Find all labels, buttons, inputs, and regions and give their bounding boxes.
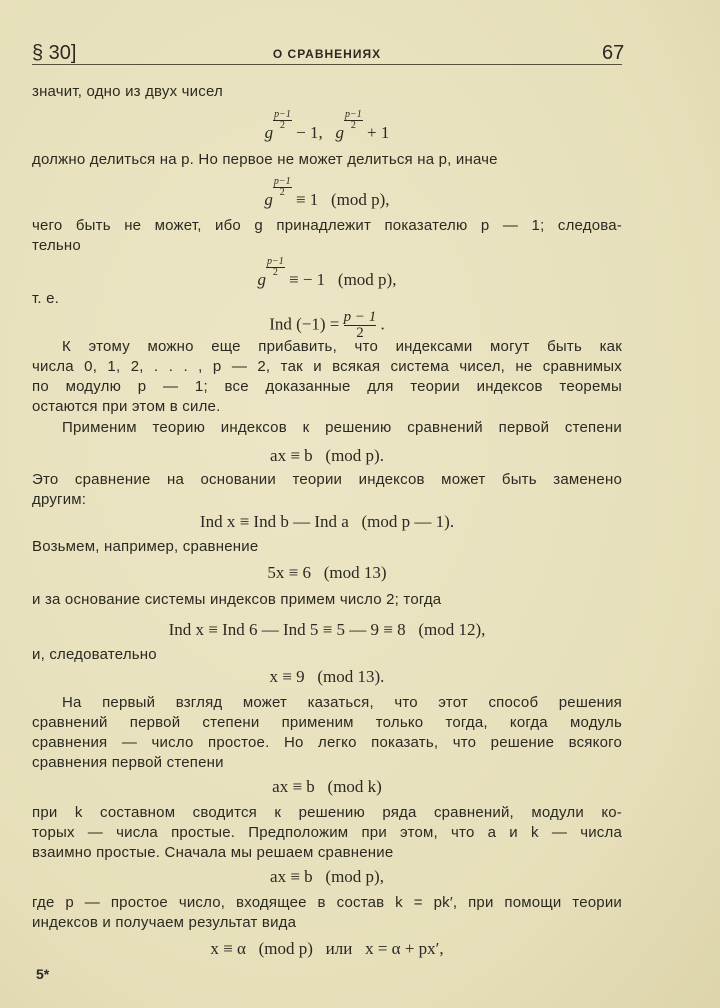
text-line: сравнений первой степени применим только тогда, когда модуль [32, 714, 622, 731]
text-line: значит, одно из двух чисел [32, 83, 223, 100]
header-rule [32, 64, 622, 65]
text-line: т. е. [32, 290, 60, 307]
text-line: числа 0, 1, 2, . . . , p — 2, так и всякая система чисел, не сравнимых [32, 358, 622, 375]
formula-7: 5x ≡ 6 (mod 13) [267, 563, 387, 582]
formula-3: g $\frac{p-1}{2}$ ≡ − 1 (mod p), [257, 256, 397, 289]
text-line: Это сравнение на основании теории индексов может быть заменено [32, 471, 622, 488]
page-number: 67 [602, 42, 625, 64]
formula-1: g $\frac{p-1}{2}$ − 1, g $\frac{p-1}{2}$ + 1 [264, 109, 390, 142]
text-line: должно делиться на p. Но первое не может делиться на p, иначе [32, 151, 498, 168]
formula-4: Ind (−1) = $\frac{p - 1}{2}$ . [269, 309, 385, 341]
text-line: сравнения — число простое. Но легко показать, что решение всякого [32, 734, 622, 751]
formula-2: g $\frac{p-1}{2}$ ≡ 1 (mod p), [264, 176, 390, 209]
formula-8: Ind x ≡ Ind 6 — Ind 5 ≡ 5 — 9 ≡ 8 (mod 12), [168, 620, 486, 639]
section-number: § 30] [32, 42, 77, 64]
formula-12: x ≡ α (mod p) или x = α + px′, [210, 939, 444, 958]
text-line: другим: [32, 491, 87, 508]
running-title: О СРАВНЕНИЯХ [272, 47, 382, 61]
formula-9: x ≡ 9 (mod 13). [269, 667, 385, 686]
text-line: торых — числа простые. Предположим при этом, что a и k — числа [32, 824, 622, 841]
text-line: где p — простое число, входящее в состав k = pk′, при помощи теории [32, 894, 622, 911]
formula-5: ax ≡ b (mod p). [270, 446, 384, 465]
text-line: и за основание системы индексов примем число 2; тогда [32, 591, 442, 608]
text-line: Возьмем, например, сравнение [32, 538, 259, 555]
text-line: взаимно простые. Сначала мы решаем сравнение [32, 844, 394, 861]
text-line: остаются при этом в силе. [32, 398, 221, 415]
text-line: по модулю p — 1; все доказанные для теории индексов теоремы [32, 378, 622, 395]
formula-10: ax ≡ b (mod k) [272, 777, 382, 796]
formula-6: Ind x ≡ Ind b — Ind a (mod p — 1). [199, 512, 455, 531]
signature-mark: 5* [36, 966, 50, 982]
formula-11: ax ≡ b (mod p), [270, 867, 384, 886]
text-line: сравнения первой степени [32, 754, 224, 771]
text-line: при k составном сводится к решению ряда сравнений, модули ко- [32, 804, 622, 821]
text-line: К этому можно еще прибавить, что индексами могут быть как [62, 338, 622, 355]
text-line: чего быть не может, ибо g принадлежит показателю p — 1; следова- [32, 217, 622, 234]
text-line: и, следовательно [32, 646, 157, 663]
text-line: На первый взгляд может казаться, что этот способ решения [62, 694, 622, 711]
text-line: тельно [32, 237, 81, 254]
text-line: Применим теорию индексов к решению сравнений первой степени [62, 419, 622, 436]
text-line: индексов и получаем результат вида [32, 914, 297, 931]
